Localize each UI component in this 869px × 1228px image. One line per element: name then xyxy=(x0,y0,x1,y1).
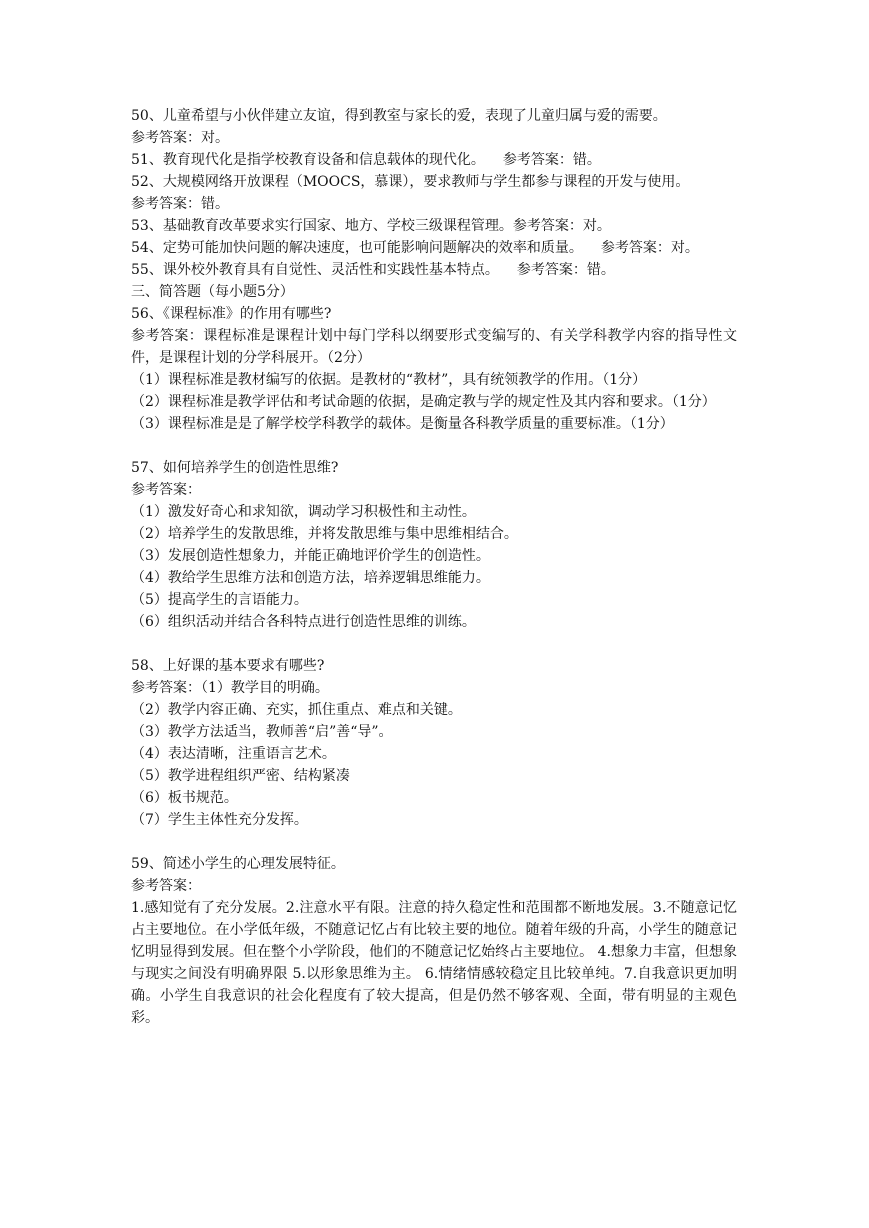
q57-answer-label: 参考答案： xyxy=(131,482,201,498)
q57-point-2: （2）培养学生的发散思维，并将发散思维与集中思维相结合。 xyxy=(131,526,518,542)
tf-item-53-question: 53、基础教育改革要求实行国家、地方、学校三级课程管理。 xyxy=(131,218,513,234)
q56-point-1: （1）课程标准是教材编写的依据。是教材的“教材”，具有统领教学的作用。（1分） xyxy=(131,372,647,388)
q59-question: 59、简述小学生的心理发展特征。 xyxy=(131,856,345,872)
document-page xyxy=(131,105,737,1029)
tf-item-55 xyxy=(131,259,737,281)
q58-question: 58、上好课的基本要求有哪些? xyxy=(131,658,325,674)
q59-answer-body: 1.感知觉有了充分发展。2.注意水平有限。注意的持久稳定性和范围都不断地发展。3.不随意记忆占主要地位。在小学低年级，不随意记忆占有比较主要的地位。随着年级的升高，小学生的随意记忆明显得到发展。但在整个小学阶段，他们的不随意记忆始终占主要地位。 4.想象力丰富，但想象与现实之间没有明确界限 5.以形象思维为主。 6.情绪情感较稳定且比较单纯。7.自我意识更加明确。小学生自我意识的社会化程度有了较大提高，但是仍然不够客观、全面，带有明显的主观色彩。 xyxy=(131,900,737,1026)
q56-question: 56、《课程标准》的作用有哪些? xyxy=(131,306,332,322)
tf-item-50-answer: 参考答案：对。 xyxy=(131,130,229,146)
tf-item-55-answer: 参考答案：错。 xyxy=(516,262,615,278)
tf-item-51-question: 51、教育现代化是指学校教育设备和信息载体的现代化。 xyxy=(131,152,485,168)
q57-point-1: （1）激发好奇心和求知欲，调动学习积极性和主动性。 xyxy=(131,504,476,520)
q58-point-4: （4）表达清晰，注重语言艺术。 xyxy=(131,746,336,762)
tf-item-55-question: 55、课外校外教育具有自觉性、灵活性和实践性基本特点。 xyxy=(131,262,499,278)
q58-point-6: （6）板书规范。 xyxy=(131,790,238,806)
q57-point-6: （6）组织活动并结合各科特点进行创造性思维的训练。 xyxy=(131,614,476,630)
q57-point-5: （5）提高学生的言语能力。 xyxy=(131,592,308,608)
q58-point-5: （5）教学进程组织严密、结构紧凑 xyxy=(131,768,350,784)
q59-answer-label: 参考答案： xyxy=(131,878,201,894)
tf-item-53 xyxy=(131,215,737,237)
section-3-title: 三、简答题（每小题5分） xyxy=(131,284,294,300)
q57-question: 57、如何培养学生的创造性思维? xyxy=(131,460,339,476)
spacer xyxy=(131,435,737,457)
tf-item-53-answer: 参考答案：对。 xyxy=(512,218,611,234)
tf-item-52-answer: 参考答案：错。 xyxy=(131,196,229,212)
q58-point-3: （3）教学方法适当，教师善“启”善“导”。 xyxy=(131,724,393,740)
tf-item-50-question: 50、儿童希望与小伙伴建立友谊，得到教室与家长的爱，表现了儿童归属与爱的需要。 xyxy=(131,108,667,124)
q56-answer-intro: 参考答案：课程标准是课程计划中每门学科以纲要形式变编写的、有关学科教学内容的指导性文件，是课程计划的分学科展开。（2分） xyxy=(131,328,737,366)
spacer xyxy=(131,831,737,853)
tf-item-54 xyxy=(131,237,737,259)
tf-item-52-question: 52、大规模网络开放课程（MOOCS，慕课），要求教师与学生都参与课程的开发与使用。 xyxy=(131,174,690,190)
q57-point-3: （3）发展创造性想象力，并能正确地评价学生的创造性。 xyxy=(131,548,490,564)
tf-item-54-question: 54、定势可能加快问题的解决速度，也可能影响问题解决的效率和质量。 xyxy=(131,240,583,256)
q58-point-2: （2）教学内容正确、充实，抓住重点、难点和关键。 xyxy=(131,702,462,718)
q56-point-2: （2）课程标准是教学评估和考试命题的依据，是确定教与学的规定性及其内容和要求。（1分） xyxy=(131,394,716,410)
q58-answer-first: 参考答案：（1）教学目的明确。 xyxy=(131,680,329,696)
q56-point-3: （3）课程标准是是了解学校学科教学的载体。是衡量各科教学质量的重要标准。（1分） xyxy=(131,416,674,432)
q57-point-4: （4）教给学生思维方法和创造方法，培养逻辑思维能力。 xyxy=(131,570,490,586)
tf-item-54-answer: 参考答案：对。 xyxy=(600,240,699,256)
tf-item-51 xyxy=(131,149,737,171)
spacer xyxy=(131,633,737,655)
q58-point-7: （7）学生主体性充分发挥。 xyxy=(131,812,308,828)
tf-item-51-answer: 参考答案：错。 xyxy=(502,152,601,168)
